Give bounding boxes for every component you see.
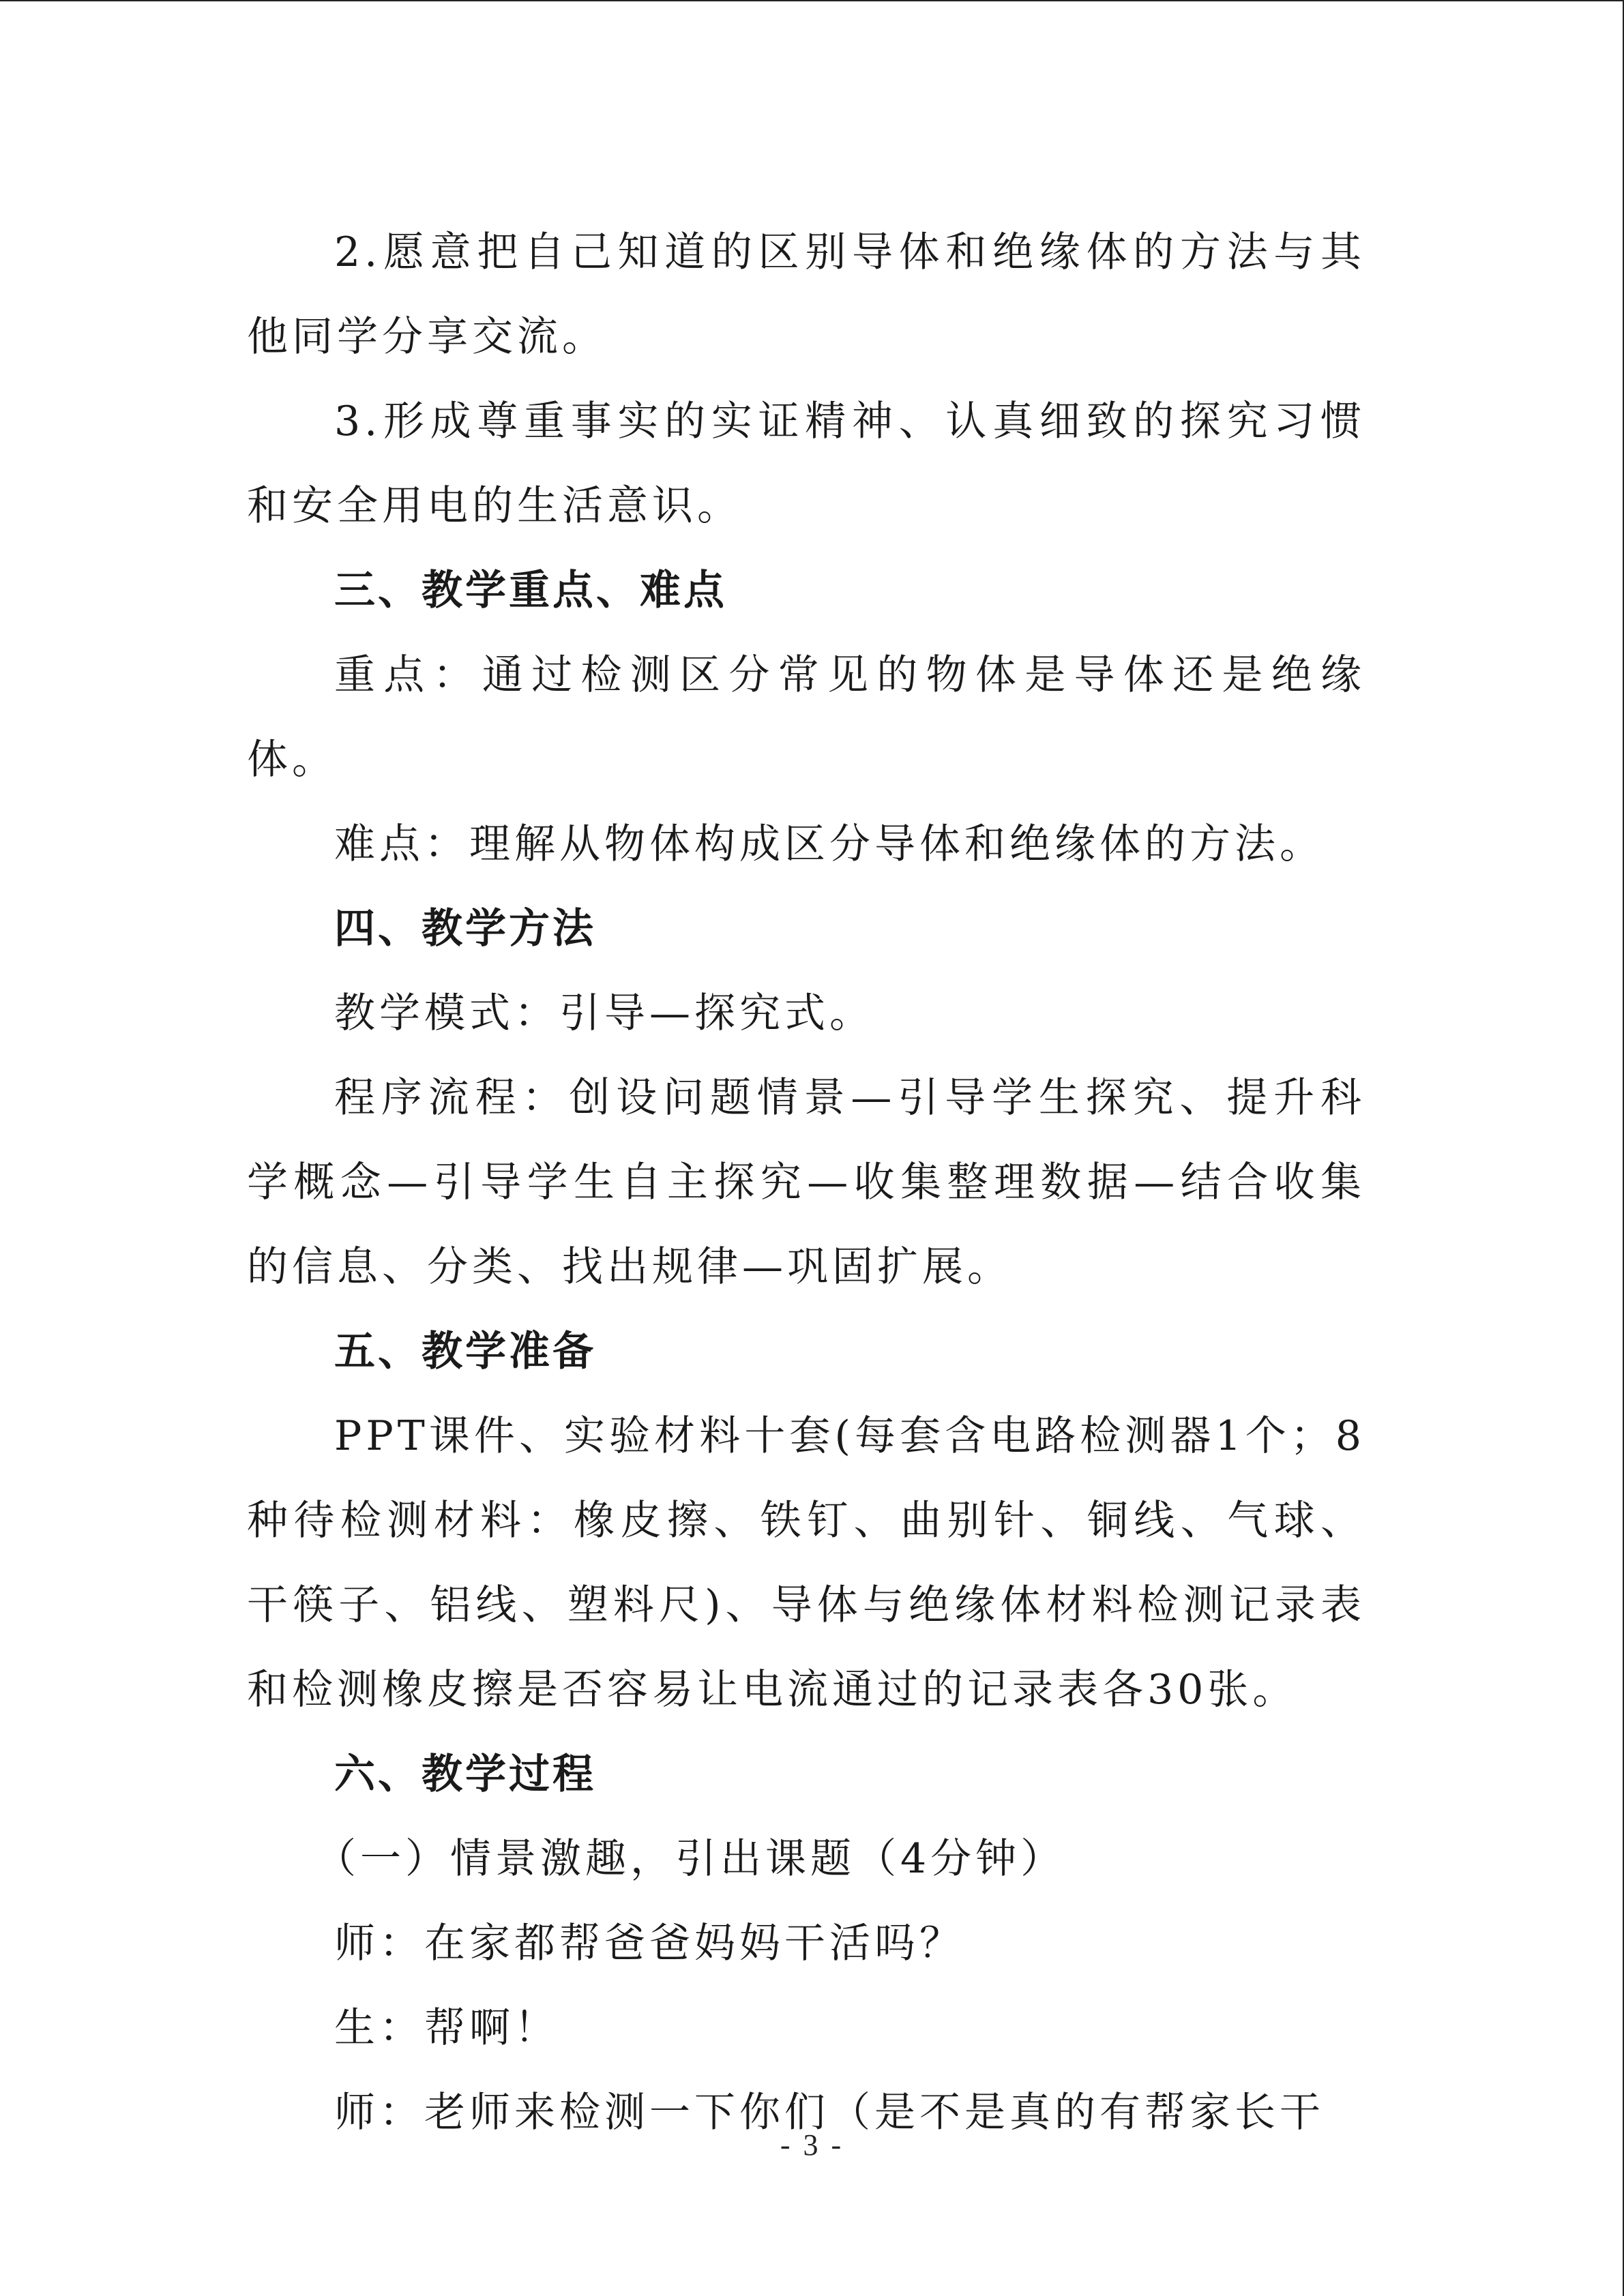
paragraph-difficult-point: 难点：理解从物体构成区分导体和绝缘体的方法。 (334, 820, 1325, 868)
paragraph-goal-2: 2.愿意把自己知道的区别导体和绝缘体的方法与其他同学分享交流。 (247, 228, 1365, 361)
paragraph-procedure: 程序流程：创设问题情景—引导学生探究、提升科学概念—引导学生自主探究—收集整理数据—结合收集的信息、分类、找出规律—巩固扩展。 (247, 1074, 1365, 1291)
document-body (247, 210, 1365, 2155)
section-heading-methods: 四、教学方法 (334, 905, 596, 953)
section-heading-process: 六、教学过程 (334, 1750, 596, 1798)
section-heading-preparation: 五、教学准备 (334, 1328, 596, 1375)
paragraph-goal-3: 3.形成尊重事实的实证精神、认真细致的探究习惯和安全用电的生活意识。 (247, 398, 1365, 530)
paragraph-materials: PPT课件、实验材料十套(每套含电路检测器1个；8种待检测材料：橡皮擦、铁钉、曲别针、铜线、气球、干筷子、铝线、塑料尺)、导体与绝缘体材料检测记录表和检测橡皮擦是否容易让电流通过的记录表各30张。 (247, 1412, 1365, 1714)
section-heading-key-points: 三、教学重点、难点 (334, 567, 727, 614)
page-number: - 3 - (780, 2128, 844, 2162)
paragraph-key-point: 重点：通过检测区分常见的物体是导体还是绝缘体。 (247, 651, 1365, 784)
paragraph-teaching-mode: 教学模式：引导—探究式。 (334, 989, 874, 1037)
dialogue-student-1: 生：帮啊！ (334, 2004, 559, 2052)
subsection-heading-intro: （一）情景激趣，引出课题（4分钟） (315, 1835, 1066, 1883)
dialogue-teacher-1: 师：在家都帮爸爸妈妈干活吗？ (334, 1920, 964, 1967)
dialogue-teacher-2: 师：老师来检测一下你们（是不是真的有帮家长干 (334, 2089, 1325, 2136)
